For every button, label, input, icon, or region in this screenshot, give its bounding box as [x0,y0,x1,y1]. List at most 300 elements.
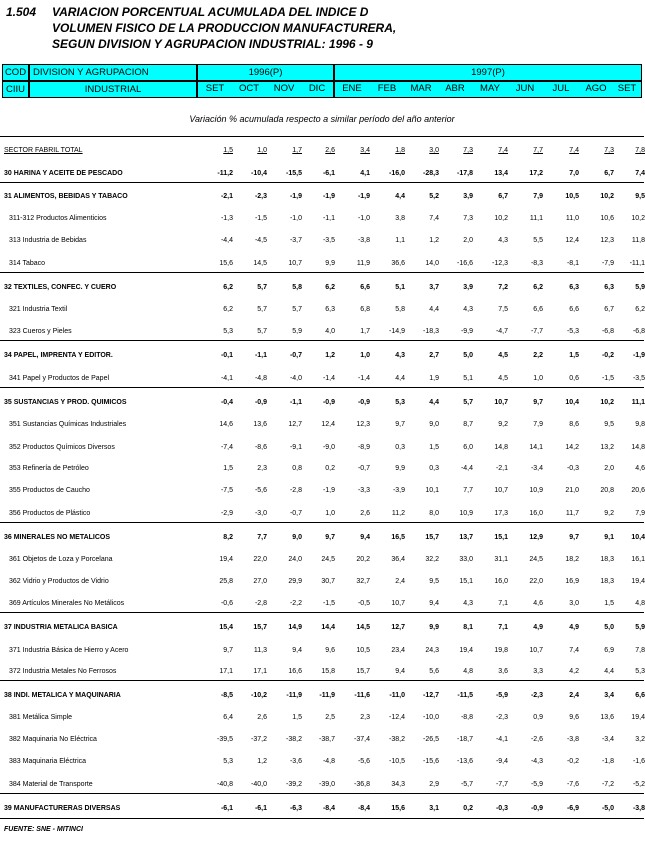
row-value [371,507,405,521]
row-value [439,418,473,432]
cell-text: 9,1 [604,534,614,541]
table-row [0,167,644,181]
row-value [268,190,302,204]
row-value [371,396,405,410]
cell-text: -11,1 [629,260,645,267]
row-value [580,144,614,158]
cell-text: 4,8 [463,668,473,675]
header-industrial-label: INDUSTRIAL [84,84,142,95]
row-value [580,441,614,455]
row-value [405,144,439,158]
row-value [405,281,439,295]
cell-text: 31,1 [494,556,508,563]
row-value [268,281,302,295]
cell-text: 4,4 [429,306,439,313]
row-value [268,462,302,476]
cell-text: 0,6 [569,375,579,382]
cell-text: -2,6 [530,736,543,743]
row-value [509,190,543,204]
row-value [474,349,508,363]
cell-text: -5,6 [357,758,370,765]
row-value [545,689,579,703]
row-value [371,665,405,679]
cell-text: 6,6 [635,692,645,699]
row-value [509,257,543,271]
row-label: 35 SUSTANCIAS Y PROD. QUIMICOS [4,399,127,406]
row-value [545,553,579,567]
row-divider [0,387,644,388]
cell-text: 17,3 [494,510,508,517]
row-value [233,755,267,769]
row-label: 39 MANUFACTURERAS DIVERSAS [4,805,121,812]
cell-text: -5,9 [530,781,543,788]
table-row [0,396,644,410]
row-value [509,396,543,410]
table-row [0,303,644,317]
row-value [233,733,267,747]
cell-text: -4,8 [322,758,335,765]
cell-text: 20,8 [600,487,614,494]
row-value [545,167,579,181]
cell-text: 6,0 [463,444,473,451]
cell-text: -8,4 [322,805,335,812]
row-value [371,778,405,792]
row-value [580,575,614,589]
cell-text: 22,0 [529,578,543,585]
row-value [545,212,579,226]
row-value [545,507,579,521]
table-number: 1.504 [6,5,37,19]
row-value [268,802,302,816]
row-value [545,257,579,271]
row-value [199,257,233,271]
cell-text: 32,2 [425,556,439,563]
cell-text: 4,6 [635,465,645,472]
cell-text: 10,7 [529,647,543,654]
cell-text: 9,4 [360,534,370,541]
cell-text: 19,4 [631,578,645,585]
row-value [580,755,614,769]
cell-text: 5,9 [292,328,302,335]
row-value [301,733,335,747]
table-row [0,621,644,635]
row-value [301,689,335,703]
cell-text: 3,1 [429,805,439,812]
cell-text: 6,3 [569,284,579,291]
row-value [405,462,439,476]
row-value [336,484,370,498]
cell-text: -1,5 [254,215,267,222]
cell-text: 5,0 [463,352,473,359]
cell-text: 9,0 [292,534,302,541]
row-value [336,372,370,386]
table-row [0,441,644,455]
cell-text: 9,7 [395,421,405,428]
row-label: 352 Productos Químicos Diversos [9,444,115,451]
table-row [0,234,644,248]
cell-text: 10,2 [494,215,508,222]
row-value [439,644,473,658]
cell-text: 10,9 [459,510,473,517]
row-value [199,802,233,816]
cell-text: -4,1 [220,375,233,382]
row-value [405,531,439,545]
cell-text: 18,3 [600,556,614,563]
cell-text: 7,4 [498,147,508,154]
cell-text: 14,5 [356,624,370,631]
row-value [199,621,233,635]
cell-text: -3,5 [632,375,645,382]
cell-text: -0,2 [601,352,614,359]
month-header: JUN [515,83,535,94]
row-value [439,167,473,181]
cell-text: 7,7 [533,147,543,154]
cell-text: -3,5 [322,237,335,244]
table-row [0,689,644,703]
row-value [301,711,335,725]
row-value [268,484,302,498]
row-value [545,303,579,317]
cell-text: -6,8 [601,328,614,335]
row-value [301,212,335,226]
cell-text: 14,8 [631,444,645,451]
row-value [439,234,473,248]
cell-text: -7,5 [220,487,233,494]
row-value [405,802,439,816]
cell-text: 10,7 [391,600,405,607]
row-value [233,190,267,204]
row-value [580,597,614,611]
cell-text: 1,5 [223,465,233,472]
cell-text: 6,6 [533,306,543,313]
row-value [474,167,508,181]
row-value [509,462,543,476]
cell-text: 13,6 [253,421,267,428]
cell-text: -12,4 [389,714,405,721]
cell-text: 10,2 [600,399,614,406]
cell-text: 10,5 [565,193,579,200]
cell-text: 7,3 [604,147,614,154]
row-value [371,755,405,769]
cell-text: 7,2 [498,284,508,291]
row-value [371,372,405,386]
cell-text: 15,7 [425,534,439,541]
cell-text: 7,4 [635,170,645,177]
row-value [545,462,579,476]
row-divider [0,793,644,794]
cell-text: -2,9 [220,510,233,517]
row-label: 361 Objetos de Loza y Porcelana [9,556,113,563]
cell-text: -2,8 [289,487,302,494]
cell-text: -1,0 [357,215,370,222]
cell-text: 4,4 [395,375,405,382]
cell-text: 15,4 [219,624,233,631]
row-value [301,418,335,432]
cell-text: 16,6 [288,668,302,675]
cell-text: 9,4 [292,647,302,654]
cell-text: 3,7 [429,284,439,291]
cell-text: -1,5 [322,600,335,607]
row-value [233,441,267,455]
row-value [301,597,335,611]
cell-text: 9,2 [498,421,508,428]
cell-text: 24,5 [321,556,335,563]
row-value [405,665,439,679]
row-label: 30 HARINA Y ACEITE DE PESCADO [4,170,123,177]
row-value [336,167,370,181]
row-value [301,190,335,204]
row-value [439,507,473,521]
row-value [611,531,645,545]
row-value [611,372,645,386]
row-value [509,212,543,226]
cell-text: 6,9 [604,647,614,654]
cell-text: 7,7 [463,487,473,494]
row-value [199,372,233,386]
cell-text: 6,3 [604,284,614,291]
row-value [474,418,508,432]
row-value [301,644,335,658]
cell-text: 9,8 [635,421,645,428]
row-value [580,621,614,635]
row-value [474,281,508,295]
cell-text: 4,3 [463,600,473,607]
row-value [509,778,543,792]
cell-text: 7,3 [463,147,473,154]
cell-text: 5,7 [257,328,267,335]
row-value [439,441,473,455]
row-value [405,257,439,271]
cell-text: 1,2 [325,352,335,359]
cell-text: 14,9 [288,624,302,631]
cell-text: 1,0 [257,147,267,154]
cell-text: 7,8 [635,147,645,154]
cell-text: 32,7 [356,578,370,585]
row-value [301,462,335,476]
cell-text: -37,4 [354,736,370,743]
row-value [611,507,645,521]
row-value [199,711,233,725]
row-value [268,418,302,432]
row-value [371,597,405,611]
cell-text: 13,6 [600,714,614,721]
cell-text: 4,9 [533,624,543,631]
row-value [268,234,302,248]
row-value [199,303,233,317]
row-value [405,441,439,455]
row-value [371,441,405,455]
row-value [509,144,543,158]
cell-text: 7,8 [635,647,645,654]
cell-text: 6,2 [635,306,645,313]
row-value [371,234,405,248]
cell-text: 14,5 [253,260,267,267]
month-header: AGO [585,83,607,94]
row-value [580,418,614,432]
cell-text: -5,9 [495,692,508,699]
header-cod-label: COD [4,67,27,78]
row-value [580,234,614,248]
cell-text: 9,7 [569,534,579,541]
row-value [233,234,267,248]
cell-text: 7,0 [569,170,579,177]
cell-text: 2,6 [325,147,335,154]
cell-text: -0,4 [220,399,233,406]
cell-text: 7,9 [533,193,543,200]
cell-text: 4,4 [429,399,439,406]
row-value [474,372,508,386]
row-value [371,553,405,567]
row-value [336,711,370,725]
row-value [439,212,473,226]
cell-text: 4,5 [498,352,508,359]
row-value [611,733,645,747]
row-value [509,531,543,545]
table-row [0,802,644,816]
row-value [336,349,370,363]
row-value [474,144,508,158]
table-row [0,553,644,567]
row-value [611,597,645,611]
row-value [233,462,267,476]
cell-text: 2,7 [429,352,439,359]
row-value [474,711,508,725]
cell-text: 1,5 [569,352,579,359]
cell-text: 19,4 [631,714,645,721]
cell-text: 9,5 [429,578,439,585]
row-value [439,396,473,410]
row-value [371,711,405,725]
cell-text: 6,7 [604,306,614,313]
cell-text: 11,0 [565,215,579,222]
row-value [233,144,267,158]
cell-text: -7,4 [220,444,233,451]
row-value [474,802,508,816]
cell-text: -0,7 [289,510,302,517]
cell-text: 5,3 [223,758,233,765]
row-value [371,418,405,432]
table-row [0,212,644,226]
row-value [611,553,645,567]
table-row [0,349,644,363]
cell-text: -3,4 [530,465,543,472]
cell-text: -8,6 [254,444,267,451]
row-value [545,778,579,792]
cell-text: -11,6 [354,692,370,699]
row-label: 313 Industria de Bebidas [9,237,87,244]
row-value [439,325,473,339]
row-value [509,689,543,703]
row-value [268,755,302,769]
cell-text: -6,3 [289,805,302,812]
row-value [509,802,543,816]
row-value [580,531,614,545]
row-value [439,597,473,611]
row-divider [0,182,644,183]
month-header: MAY [480,83,500,94]
row-value [580,644,614,658]
cell-text: 5,7 [257,306,267,313]
row-value [474,644,508,658]
row-value [268,531,302,545]
cell-text: -0,5 [357,600,370,607]
cell-text: -3,0 [254,510,267,517]
cell-text: 2,3 [360,714,370,721]
cell-text: 3,6 [498,668,508,675]
cell-text: 4,6 [533,600,543,607]
cell-text: -4,1 [495,736,508,743]
row-value [233,665,267,679]
table-row [0,257,644,271]
row-value [405,711,439,725]
cell-text: -8,4 [357,805,370,812]
row-value [439,689,473,703]
cell-text: 1,7 [292,147,302,154]
cell-text: -7,6 [566,781,579,788]
cell-text: -14,9 [389,328,405,335]
row-value [580,665,614,679]
cell-text: -10,2 [251,692,267,699]
row-value [439,802,473,816]
cell-text: -3,8 [632,805,645,812]
cell-text: 3,8 [395,215,405,222]
cell-text: 9,7 [533,399,543,406]
row-value [545,755,579,769]
cell-text: 7,5 [498,306,508,313]
row-value [474,303,508,317]
cell-text: 10,9 [529,487,543,494]
row-label: 31 ALIMENTOS, BEBIDAS Y TABACO [4,193,128,200]
row-value [611,621,645,635]
cell-text: 7,7 [257,534,267,541]
row-value [439,144,473,158]
row-label: 372 Industria Metales No Ferrosos [9,668,117,675]
row-label: 369 Artículos Minerales No Metálicos [9,600,125,607]
cell-text: 7,9 [533,421,543,428]
row-value [405,167,439,181]
row-value [233,167,267,181]
cell-text: 2,3 [257,465,267,472]
cell-text: -17,8 [457,170,473,177]
row-value [439,755,473,769]
row-value [474,553,508,567]
cell-text: 6,2 [533,284,543,291]
cell-text: 18,3 [600,578,614,585]
row-label: 314 Tabaco [9,260,46,267]
cell-text: 16,1 [631,556,645,563]
row-value [336,621,370,635]
cell-text: 9,7 [325,534,335,541]
cell-text: 6,2 [325,284,335,291]
row-label: 34 PAPEL, IMPRENTA Y EDITOR. [4,352,113,359]
row-value [301,372,335,386]
row-value [336,462,370,476]
cell-text: 16,0 [494,578,508,585]
row-value [580,349,614,363]
row-value [371,167,405,181]
table-row [0,484,644,498]
row-label: SECTOR FABRIL TOTAL [4,147,83,154]
cell-text: 11,3 [253,647,267,654]
row-value [580,778,614,792]
row-value [474,597,508,611]
row-value [233,281,267,295]
cell-text: 7,3 [463,215,473,222]
header-industrial [29,81,197,98]
row-value [336,396,370,410]
row-label: 38 INDI. METALICA Y MAQUINARIA [4,692,121,699]
cell-text: 10,2 [631,215,645,222]
